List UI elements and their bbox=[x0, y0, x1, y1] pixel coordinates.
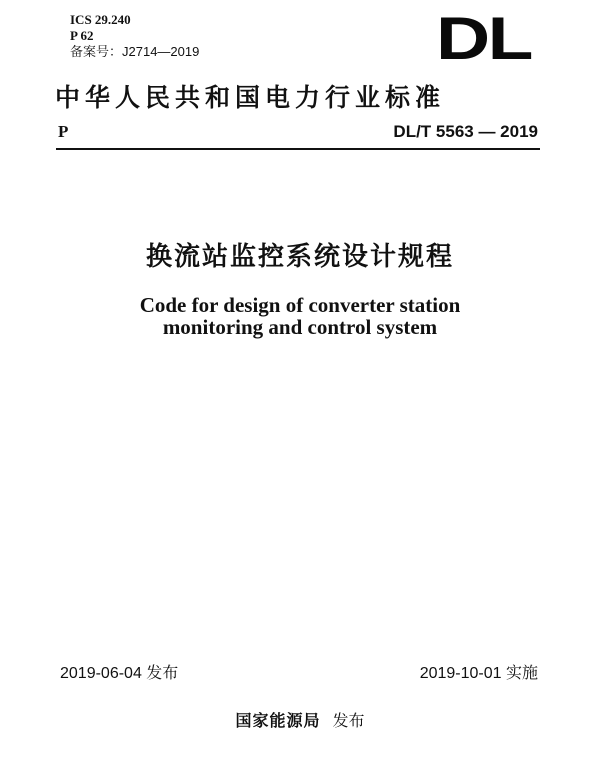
dl-logo: DL bbox=[436, 5, 531, 72]
registration-number: 备案号：J2714—2019 bbox=[70, 44, 200, 59]
standard-number: DL/T 5563 — 2019 bbox=[393, 122, 538, 141]
ics-code: ICS 29.240 bbox=[70, 12, 131, 27]
title-en-line-1: Code for design of converter station bbox=[139, 293, 461, 317]
classification-code: P 62 bbox=[70, 28, 94, 43]
issuer-name: 国家能源局 bbox=[235, 711, 321, 730]
metadata-block bbox=[70, 12, 199, 60]
document-title-chinese: 换流站监控系统设计规程 bbox=[145, 242, 454, 272]
title-en-line-2: monitoring and control system bbox=[162, 315, 438, 339]
document-title-english bbox=[0, 294, 600, 338]
issuer-action: 发布 bbox=[332, 711, 365, 730]
standard-type-heading: 中华人民共和国电力行业标准 bbox=[55, 83, 446, 112]
header-divider bbox=[56, 148, 540, 150]
issuer-line bbox=[0, 708, 600, 731]
category-letter: P bbox=[58, 122, 69, 141]
effective-date: 2019-10-01 实施 bbox=[419, 665, 538, 682]
issue-date: 2019-06-04 发布 bbox=[60, 665, 179, 682]
